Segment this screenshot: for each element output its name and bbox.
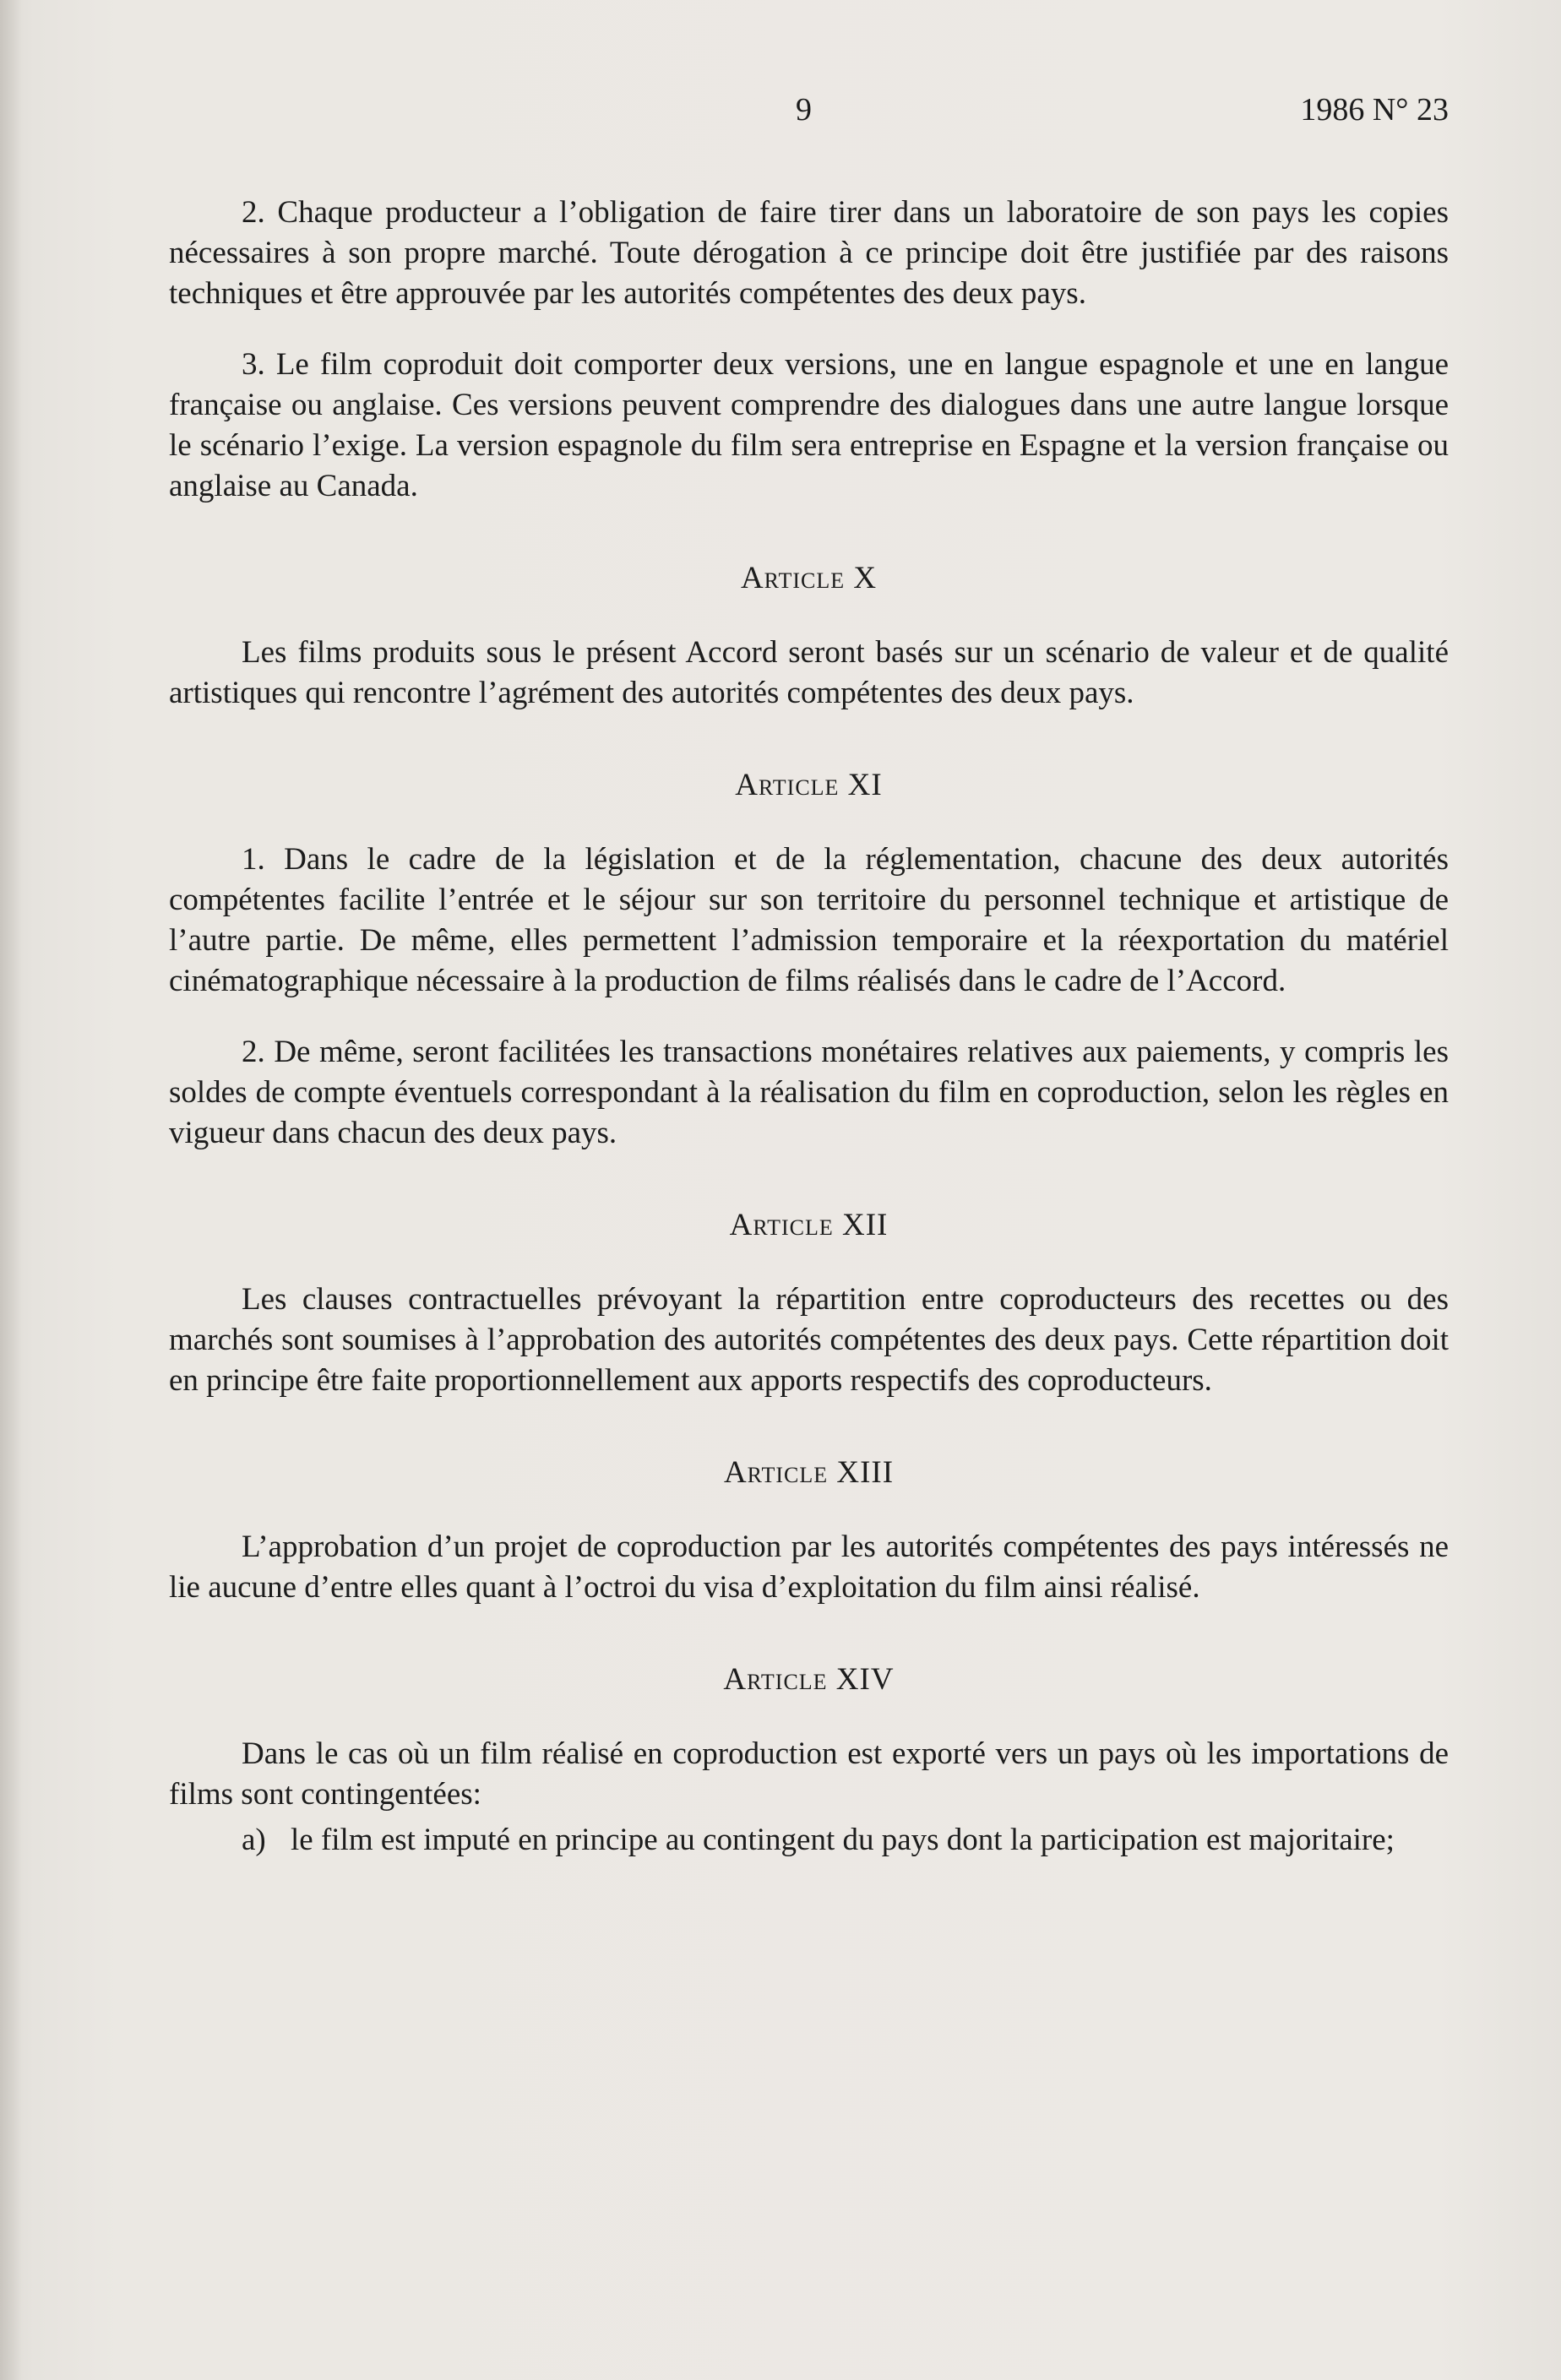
article-xiii-text: L’approbation d’un projet de coproduction par les autorités compétentes des pays intéressés ne lie aucune d’entre elles quant à l’octroi du visa d’exploitation du film ainsi réalisé. [169, 1530, 1449, 1605]
page-number: 9 [796, 92, 812, 128]
list-item-label: a) [242, 1823, 266, 1857]
article-xiii-heading: Article XIII [723, 1455, 895, 1490]
article-xi-heading: Article XI [735, 768, 883, 802]
article-xii-heading: Article XII [729, 1208, 889, 1242]
article-xi-paragraph-1: 1. Dans le cadre de la législation et de la réglementation, chacune des deux autorités compétentes facilite l’entrée et le séjour sur son territoire du personnel technique et artistique de l’autre partie. De même, elles permettent l’admission temporaire et la réexportation du matériel cinématographique nécessaire à la production de films réalisés dans le cadre de l’Accord. [169, 842, 1449, 998]
list-item-text: le film est imputé en principe au contingent du pays dont la participation est majoritaire; [291, 1823, 1395, 1857]
article-ix-paragraph-2: 2. Chaque producteur a l’obligation de faire tirer dans un laboratoire de son pays les copies nécessaires à son propre marché. Toute dérogation à ce principe doit être justifiée par des raisons techniques et être approuvée par les autorités compétentes des deux pays. [169, 195, 1449, 311]
article-xi-paragraph-2: 2. De même, seront facilitées les transactions monétaires relatives aux paiements, y compris les soldes de compte éventuels correspondant à la réalisation du film en coproduction, selon les règles en vigueur dans chacun des deux pays. [169, 1035, 1449, 1150]
page-spine-shadow [0, 0, 22, 2380]
article-x-text: Les films produits sous le présent Accord seront basés sur un scénario de valeur et de qualité artistiques qui rencontre l’agrément des autorités compétentes des deux pays. [169, 635, 1449, 710]
article-xii-text: Les clauses contractuelles prévoyant la répartition entre coproducteurs des recettes ou des marchés sont soumises à l’approbation des autorités compétentes des deux pays. Cette répartition doit en principe être faite proportionnellement aux apports respectifs des coproducteurs. [169, 1282, 1449, 1398]
article-xiv-item-a [169, 1820, 1449, 1861]
article-x-heading: Article X [740, 561, 878, 595]
article-ix-paragraph-3: 3. Le film coproduit doit comporter deux versions, une en langue espagnole et une en langue française ou anglaise. Ces versions peuvent comprendre des dialogues dans une autre langue lorsque le scénario l’exige. La version espagnole du film sera entreprise en Espagne et la version française ou anglaise au Canada. [169, 347, 1449, 503]
article-xiv-intro: Dans le cas où un film réalisé en coproduction est exporté vers un pays où les importations de films sont contingentées: [169, 1736, 1449, 1812]
document-reference: 1986 N° 23 [1300, 92, 1449, 128]
page-header [169, 91, 1449, 142]
document-body [169, 193, 1449, 1861]
article-xiv-heading: Article XIV [723, 1662, 895, 1697]
